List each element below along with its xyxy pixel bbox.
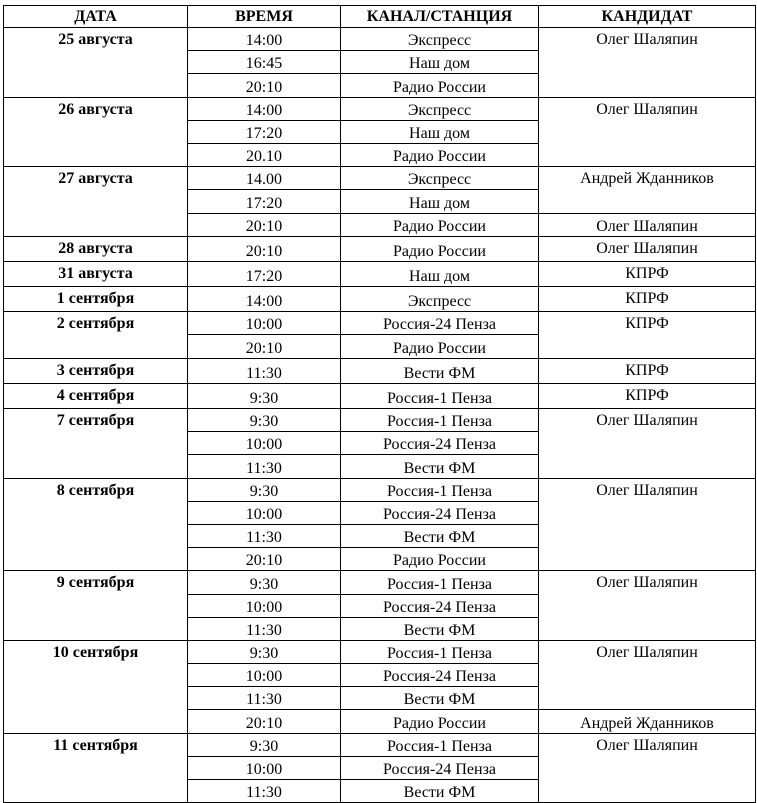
- time-cell: 20.10: [188, 143, 341, 166]
- channel-cell: Вести ФМ: [341, 455, 539, 478]
- header-date: ДАТА: [4, 6, 188, 28]
- broadcast-schedule-table: [3, 5, 756, 803]
- time-cell: 11:30: [188, 524, 341, 547]
- candidate-cell: КПРФ: [539, 358, 756, 383]
- channel-cell: Россия-1 Пенза: [341, 571, 539, 594]
- candidate-cell: Олег Шаляпин: [539, 640, 756, 710]
- channel-cell: Радио России: [341, 74, 539, 97]
- time-cell: 10:00: [188, 312, 341, 335]
- candidate-cell: Олег Шаляпин: [539, 28, 756, 98]
- channel-cell: Экспресс: [341, 97, 539, 120]
- time-cell: 20:10: [188, 213, 341, 236]
- candidate-cell: КПРФ: [539, 287, 756, 312]
- channel-cell: Россия-24 Пенза: [341, 594, 539, 617]
- channel-cell: Вести ФМ: [341, 358, 539, 383]
- table-row: [4, 358, 756, 383]
- time-cell: 11:30: [188, 687, 341, 710]
- channel-cell: Радио России: [341, 548, 539, 571]
- date-cell: 11 сентября: [4, 733, 188, 803]
- date-cell: 28 августа: [4, 236, 188, 261]
- time-cell: 9:30: [188, 640, 341, 663]
- time-cell: 10:00: [188, 594, 341, 617]
- channel-cell: Наш дом: [341, 261, 539, 286]
- header-row: [4, 6, 756, 28]
- table-body: [4, 28, 756, 803]
- date-cell: 25 августа: [4, 28, 188, 98]
- candidate-cell: Андрей Жданников: [539, 167, 756, 213]
- time-cell: 10:00: [188, 432, 341, 455]
- date-cell: 4 сентября: [4, 383, 188, 408]
- table-row: [4, 640, 756, 663]
- candidate-cell: Олег Шаляпин: [539, 236, 756, 261]
- date-cell: 8 сентября: [4, 478, 188, 571]
- time-cell: 10:00: [188, 501, 341, 524]
- table-row: [4, 733, 756, 756]
- time-cell: 20:10: [188, 548, 341, 571]
- candidate-cell: КПРФ: [539, 261, 756, 286]
- header-channel: КАНАЛ/СТАНЦИЯ: [341, 6, 539, 28]
- table-header: [4, 6, 756, 28]
- channel-cell: Наш дом: [341, 190, 539, 213]
- channel-cell: Наш дом: [341, 51, 539, 74]
- table-row: [4, 287, 756, 312]
- candidate-cell: Олег Шаляпин: [539, 733, 756, 803]
- channel-cell: Вести ФМ: [341, 687, 539, 710]
- channel-cell: Радио России: [341, 236, 539, 261]
- channel-cell: Вести ФМ: [341, 524, 539, 547]
- channel-cell: Экспресс: [341, 167, 539, 190]
- time-cell: 9:30: [188, 409, 341, 432]
- table-row: [4, 409, 756, 432]
- time-cell: 14:00: [188, 287, 341, 312]
- table-row: [4, 236, 756, 261]
- table-row: [4, 571, 756, 594]
- date-cell: 1 сентября: [4, 287, 188, 312]
- date-cell: 7 сентября: [4, 409, 188, 479]
- time-cell: 16:45: [188, 51, 341, 74]
- candidate-cell: Олег Шаляпин: [539, 213, 756, 236]
- candidate-cell: Олег Шаляпин: [539, 409, 756, 479]
- channel-cell: Радио России: [341, 213, 539, 236]
- channel-cell: Наш дом: [341, 120, 539, 143]
- table-row: [4, 312, 756, 335]
- time-cell: 9:30: [188, 571, 341, 594]
- date-cell: 31 августа: [4, 261, 188, 286]
- time-cell: 10:00: [188, 756, 341, 779]
- header-time: ВРЕМЯ: [188, 6, 341, 28]
- time-cell: 20:10: [188, 710, 341, 733]
- channel-cell: Экспресс: [341, 28, 539, 51]
- channel-cell: Россия-24 Пенза: [341, 756, 539, 779]
- time-cell: 11:30: [188, 780, 341, 803]
- channel-cell: Вести ФМ: [341, 780, 539, 803]
- date-cell: 10 сентября: [4, 640, 188, 733]
- channel-cell: Россия-1 Пенза: [341, 383, 539, 408]
- channel-cell: Россия-24 Пенза: [341, 432, 539, 455]
- time-cell: 11:30: [188, 455, 341, 478]
- channel-cell: Радио России: [341, 143, 539, 166]
- candidate-cell: Андрей Жданников: [539, 710, 756, 733]
- channel-cell: Радио России: [341, 335, 539, 358]
- time-cell: 14:00: [188, 28, 341, 51]
- candidate-cell: КПРФ: [539, 312, 756, 358]
- date-cell: 3 сентября: [4, 358, 188, 383]
- table-row: [4, 97, 756, 120]
- time-cell: 20:10: [188, 335, 341, 358]
- date-cell: 2 сентября: [4, 312, 188, 358]
- channel-cell: Россия-1 Пенза: [341, 640, 539, 663]
- channel-cell: Россия-24 Пенза: [341, 312, 539, 335]
- table-row: [4, 28, 756, 51]
- time-cell: 20:10: [188, 74, 341, 97]
- table-row: [4, 167, 756, 190]
- date-cell: 9 сентября: [4, 571, 188, 641]
- candidate-cell: Олег Шаляпин: [539, 97, 756, 167]
- time-cell: 10:00: [188, 664, 341, 687]
- header-candidate: КАНДИДАТ: [539, 6, 756, 28]
- time-cell: 17:20: [188, 261, 341, 286]
- date-cell: 26 августа: [4, 97, 188, 167]
- time-cell: 14.00: [188, 167, 341, 190]
- table-row: [4, 261, 756, 286]
- table-row: [4, 478, 756, 501]
- candidate-cell: КПРФ: [539, 383, 756, 408]
- time-cell: 11:30: [188, 358, 341, 383]
- time-cell: 17:20: [188, 120, 341, 143]
- date-cell: 27 августа: [4, 167, 188, 237]
- candidate-cell: Олег Шаляпин: [539, 478, 756, 571]
- channel-cell: Россия-1 Пенза: [341, 478, 539, 501]
- time-cell: 17:20: [188, 190, 341, 213]
- channel-cell: Россия-1 Пенза: [341, 409, 539, 432]
- channel-cell: Экспресс: [341, 287, 539, 312]
- channel-cell: Вести ФМ: [341, 617, 539, 640]
- channel-cell: Россия-24 Пенза: [341, 501, 539, 524]
- candidate-cell: Олег Шаляпин: [539, 571, 756, 641]
- time-cell: 14:00: [188, 97, 341, 120]
- table-row: [4, 383, 756, 408]
- channel-cell: Радио России: [341, 710, 539, 733]
- time-cell: 20:10: [188, 236, 341, 261]
- time-cell: 9:30: [188, 478, 341, 501]
- channel-cell: Россия-1 Пенза: [341, 733, 539, 756]
- time-cell: 9:30: [188, 733, 341, 756]
- time-cell: 9:30: [188, 383, 341, 408]
- channel-cell: Россия-24 Пенза: [341, 664, 539, 687]
- time-cell: 11:30: [188, 617, 341, 640]
